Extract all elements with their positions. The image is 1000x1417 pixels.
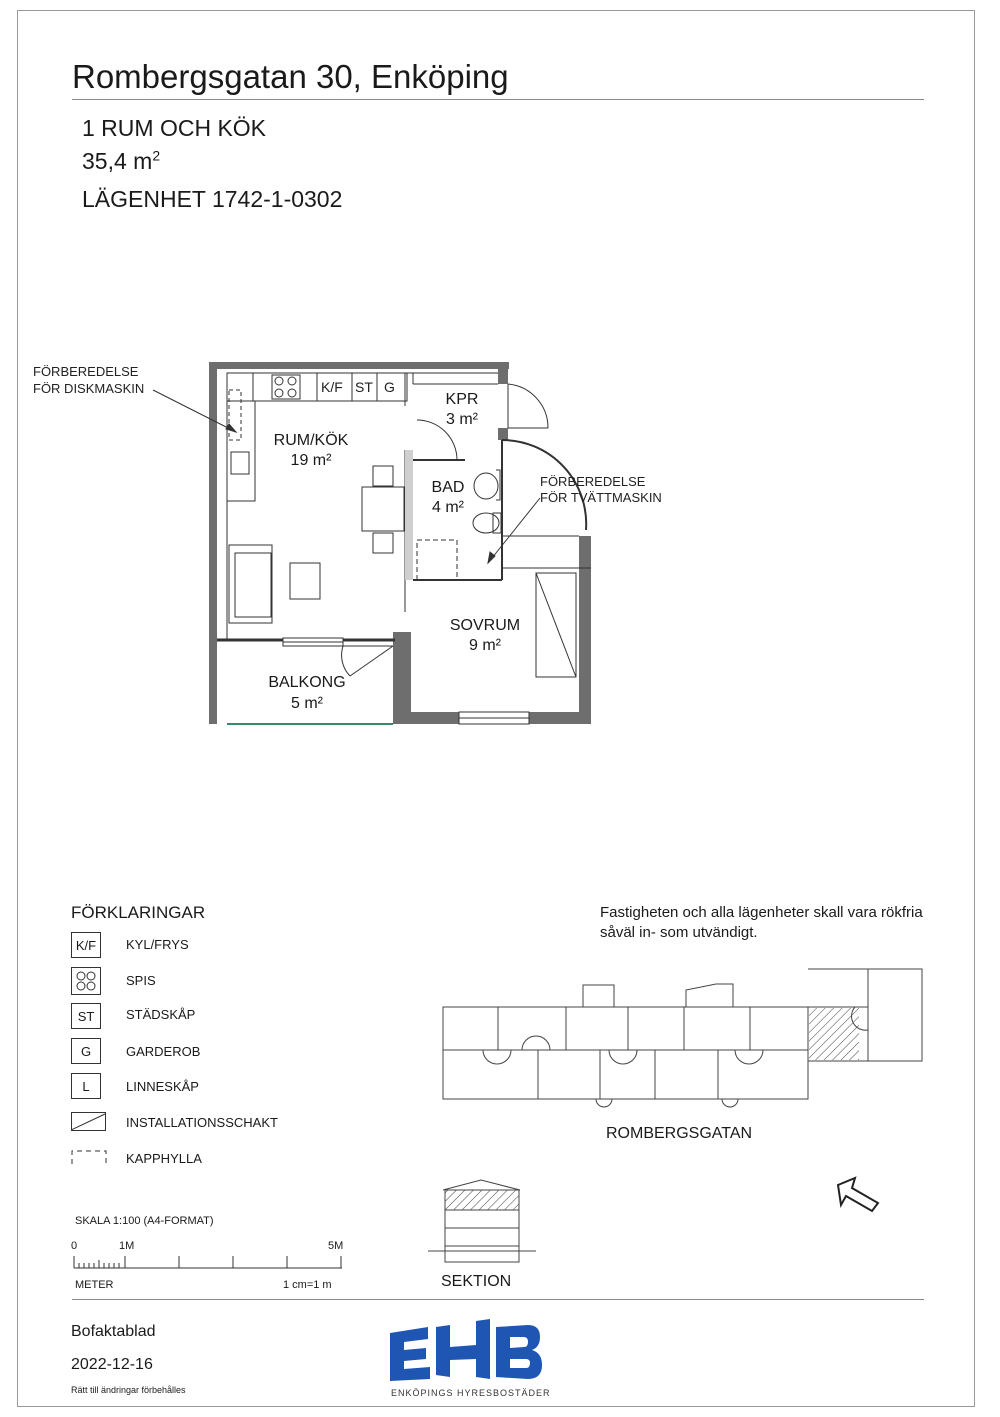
footer-divider (72, 1299, 924, 1300)
apartment-area: 35,4 $m^2$ (82, 147, 161, 174)
legend-title: FÖRKLARINGAR (71, 903, 206, 922)
document-date: 2022-12-16 (71, 1356, 153, 1373)
room-rumkok-name: RUM/KÖK (273, 432, 349, 449)
disclaimer: Rätt till ändringar förbehålles (71, 1385, 186, 1395)
room-sovrum-area: 9 m² (469, 637, 501, 654)
legend-symbol-l: L (71, 1073, 101, 1099)
legend-label-linneskap: LINNESKÅP (126, 1079, 199, 1094)
scale-ratio: 1 cm=1 m (283, 1279, 332, 1291)
room-sovrum-name: SOVRUM (449, 617, 521, 634)
washer-note-line2: FÖR TVÄTTMASKIN (540, 490, 662, 505)
legend-label-kapphylla: KAPPHYLLA (126, 1151, 202, 1166)
legend-label-installationsschakt: INSTALLATIONSSCHAKT (126, 1115, 278, 1130)
washer-note-line1: FÖRBEREDELSE (540, 474, 646, 489)
scale-unit: METER (75, 1279, 114, 1291)
section-label: SEKTION (441, 1273, 512, 1290)
legend-symbol-st: ST (71, 1003, 101, 1029)
cabinet-st-label: ST (355, 379, 373, 395)
legend-symbol-g: G (71, 1038, 101, 1064)
legend-label-spis: SPIS (126, 973, 156, 988)
dishwasher-note-line2: FÖR DISKMASKIN (33, 381, 145, 396)
room-bad-name: BAD (431, 479, 465, 496)
room-bad-area: 4 m² (432, 499, 464, 516)
legend-label-garderob: GARDEROB (126, 1044, 201, 1059)
scale-title: SKALA 1:100 (A4-FORMAT) (75, 1215, 214, 1227)
document-type: Bofaktablad (71, 1323, 156, 1340)
legend-label-kylfrys: KYL/FRYS (126, 937, 189, 952)
room-count: 1 RUM OCH KÖK (82, 115, 267, 141)
ehb-logo-icon (388, 1315, 543, 1385)
room-balkong-name: BALKONG (268, 674, 346, 691)
legend-label-stadskap: STÄDSKÅP (126, 1007, 196, 1022)
dishwasher-note-line1: FÖRBEREDELSE (33, 364, 139, 379)
smoke-free-note: Fastigheten och alla lägenheter skall vara rökfria såväl in- som utvändigt. (600, 904, 923, 941)
room-kpr-area: 3 m² (446, 411, 478, 428)
street-label: ROMBERGSGATAN (606, 1125, 753, 1142)
address-title: Rombergsgatan 30, Enköping (72, 58, 509, 95)
room-rumkok-area: 19 m² (290, 452, 332, 469)
apartment-number: LÄGENHET 1742-1-0302 (82, 186, 343, 212)
legend-symbol-kf: K/F (71, 932, 101, 958)
room-balkong-area: 5 m² (291, 695, 323, 712)
cabinet-g-label: G (384, 379, 395, 395)
cabinet-kf-label: K/F (321, 379, 343, 395)
scale-zero: 0 (71, 1240, 78, 1252)
room-kpr-name: KPR (445, 391, 479, 408)
logo-subtitle: ENKÖPINGS HYRESBOSTÄDER (391, 1388, 551, 1398)
scale-five-meter: 5M (328, 1240, 344, 1252)
scale-one-meter: 1M (119, 1240, 135, 1252)
